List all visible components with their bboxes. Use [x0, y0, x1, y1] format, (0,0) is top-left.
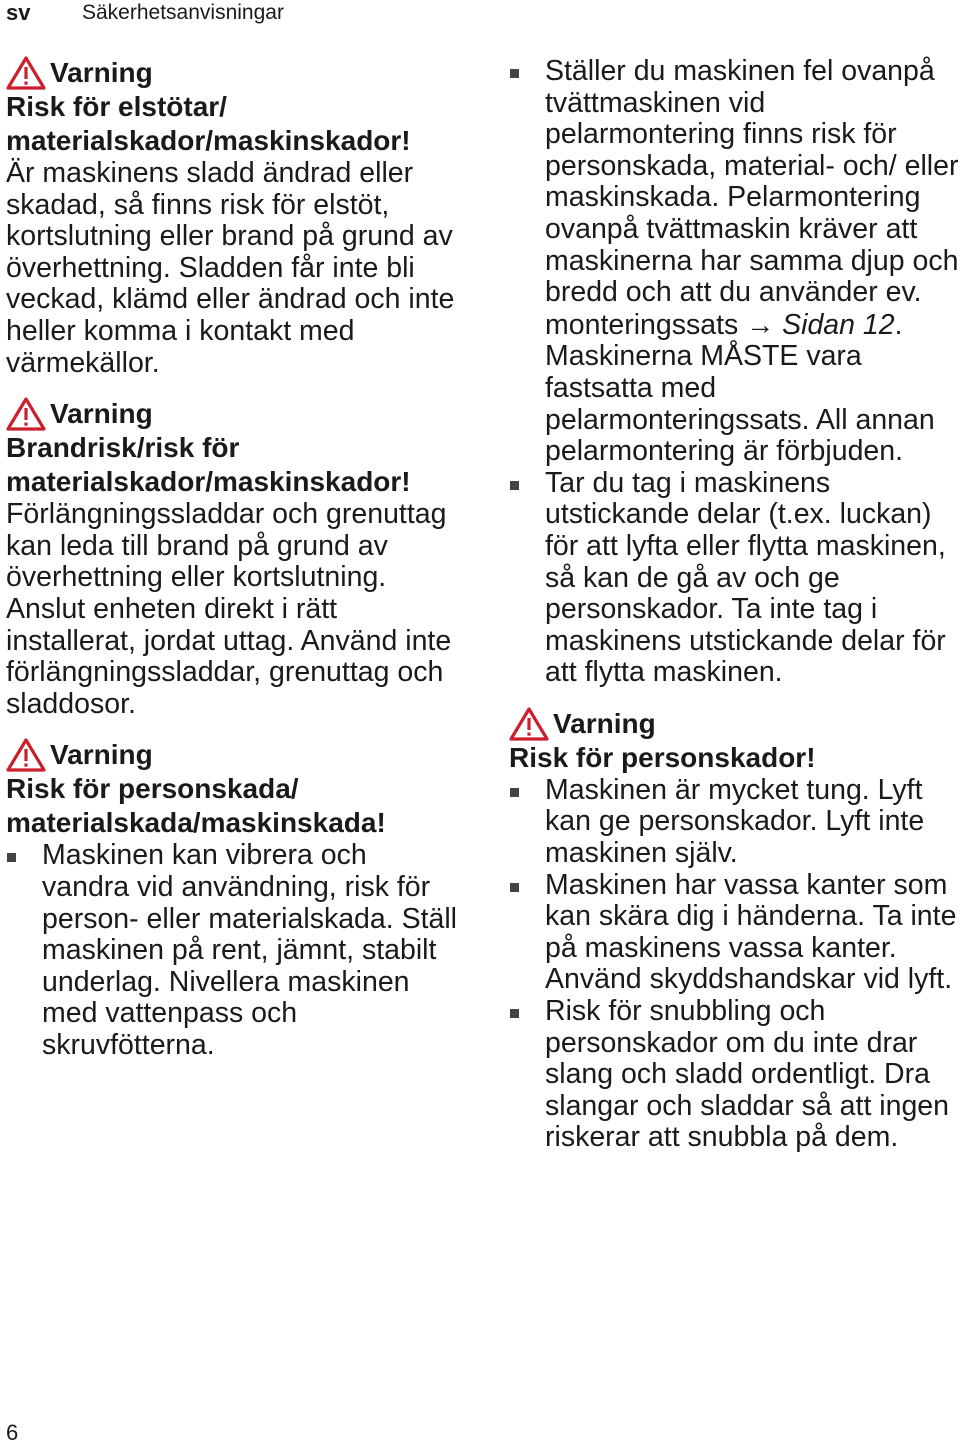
- warning-heading: [6, 56, 458, 90]
- bullet-square-icon: [510, 788, 519, 797]
- right-column: [509, 56, 960, 1172]
- section-title: Säkerhetsanvisningar: [82, 1, 284, 24]
- bullet-list: [509, 56, 960, 689]
- warning-title: Risk för elstötar/ materialskador/maskinskador!: [6, 91, 411, 156]
- warning-text: Förlängningssladdar och grenuttag kan leda till brand på grund av överhettning eller kortslutning. Anslut enheten direkt i rätt installerat, jordat uttag. Använd inte förlängningssladdar, grenuttag och sladdosor.: [6, 498, 452, 720]
- left-column: [6, 56, 458, 1079]
- warning-heading: [509, 707, 960, 741]
- warning-heading: [6, 738, 458, 772]
- page-header: [6, 0, 284, 26]
- bullet-list: [509, 775, 960, 1154]
- list-item: [6, 840, 458, 1061]
- page-number: 6: [6, 1420, 19, 1445]
- warning-title: Risk för personskada/ materialskada/maskinskada!: [6, 773, 386, 839]
- warning-label: Varning: [50, 739, 153, 771]
- list-item: [509, 468, 960, 689]
- bullet-square-icon: [7, 853, 16, 862]
- bullet-square-icon: [510, 69, 519, 78]
- warning-label: Varning: [50, 57, 153, 88]
- list-item-text: Maskinen kan vibrera och vandra vid användning, risk för person- eller materialskada. Ställ maskinen på rent, jämnt, stabilt underlag. Nivellera maskinen med vattenpass och skruvfötterna.: [42, 839, 458, 1061]
- warning-title: Risk för personskador!: [509, 741, 816, 773]
- list-item-text: Maskinen har vassa kanter som kan skära dig i händerna. Ta inte på maskinens vassa kanter. Använd skyddshandskar vid lyft.: [545, 868, 957, 996]
- list-item: [509, 870, 960, 996]
- warning-personal-injury-heavy: [509, 707, 960, 1154]
- warning-heading: [6, 397, 458, 431]
- list-item-text: . Maskinerna MÅSTE vara fastsatta med pelarmonteringssats. All annan pelarmontering är förbjuden.: [545, 308, 935, 468]
- warning-triangle-icon: [509, 707, 549, 741]
- bullet-square-icon: [510, 481, 519, 490]
- list-item: [509, 775, 960, 870]
- warning-label: Varning: [553, 707, 656, 739]
- list-item-text: Maskinen är mycket tung. Lyft kan ge personskador. Lyft inte maskinen själv.: [545, 773, 925, 870]
- list-item: [509, 56, 960, 468]
- bullet-square-icon: [510, 883, 519, 892]
- list-item-text: Risk för snubbling och personskador om du inte drar slang och sladd ordentligt. Dra slangar och sladdar så att ingen riskerar att snubbla på dem.: [545, 995, 950, 1154]
- page-reference-link[interactable]: Sidan 12: [782, 308, 895, 341]
- warning-electric-shock: [6, 56, 458, 379]
- warning-triangle-icon: [6, 56, 46, 90]
- warning-triangle-icon: [6, 397, 46, 431]
- arrow-right-icon: →: [746, 308, 775, 340]
- bullet-list: [6, 840, 458, 1061]
- warning-personal-injury-vibration: [6, 738, 458, 1061]
- language-code: sv: [6, 0, 31, 25]
- warning-title: Brandrisk/risk för materialskador/maskinskador!: [6, 432, 411, 498]
- warning-text: Är maskinens sladd ändrad eller skadad, så finns risk för elstöt, kortslutning eller brand på grund av överhettning. Sladden får inte bli veckad, klämd eller ändrad och inte heller komma i kontakt med värmekällor.: [6, 157, 455, 379]
- bullet-square-icon: [510, 1009, 519, 1018]
- warning-fire: [6, 397, 458, 720]
- list-item: [509, 996, 960, 1154]
- warning-label: Varning: [50, 398, 153, 430]
- warning-triangle-icon: [6, 738, 46, 772]
- list-item-text: Ställer du maskinen fel ovanpå tvättmaskinen vid pelarmontering finns risk för personskada, material- och/ eller maskinskada. Pelarmontering ovanpå tvättmaskin kräver att maskinerna har samma djup och bredd och att du använder ev. monteringssats: [545, 55, 959, 341]
- list-item-text: Tar du tag i maskinens utstickande delar (t.ex. luckan) för att lyfta eller flytta maskinen, så kan de gå av och ge personskador. Ta inte tag i maskinens utstickande delar för att flytta maskinen.: [545, 466, 946, 689]
